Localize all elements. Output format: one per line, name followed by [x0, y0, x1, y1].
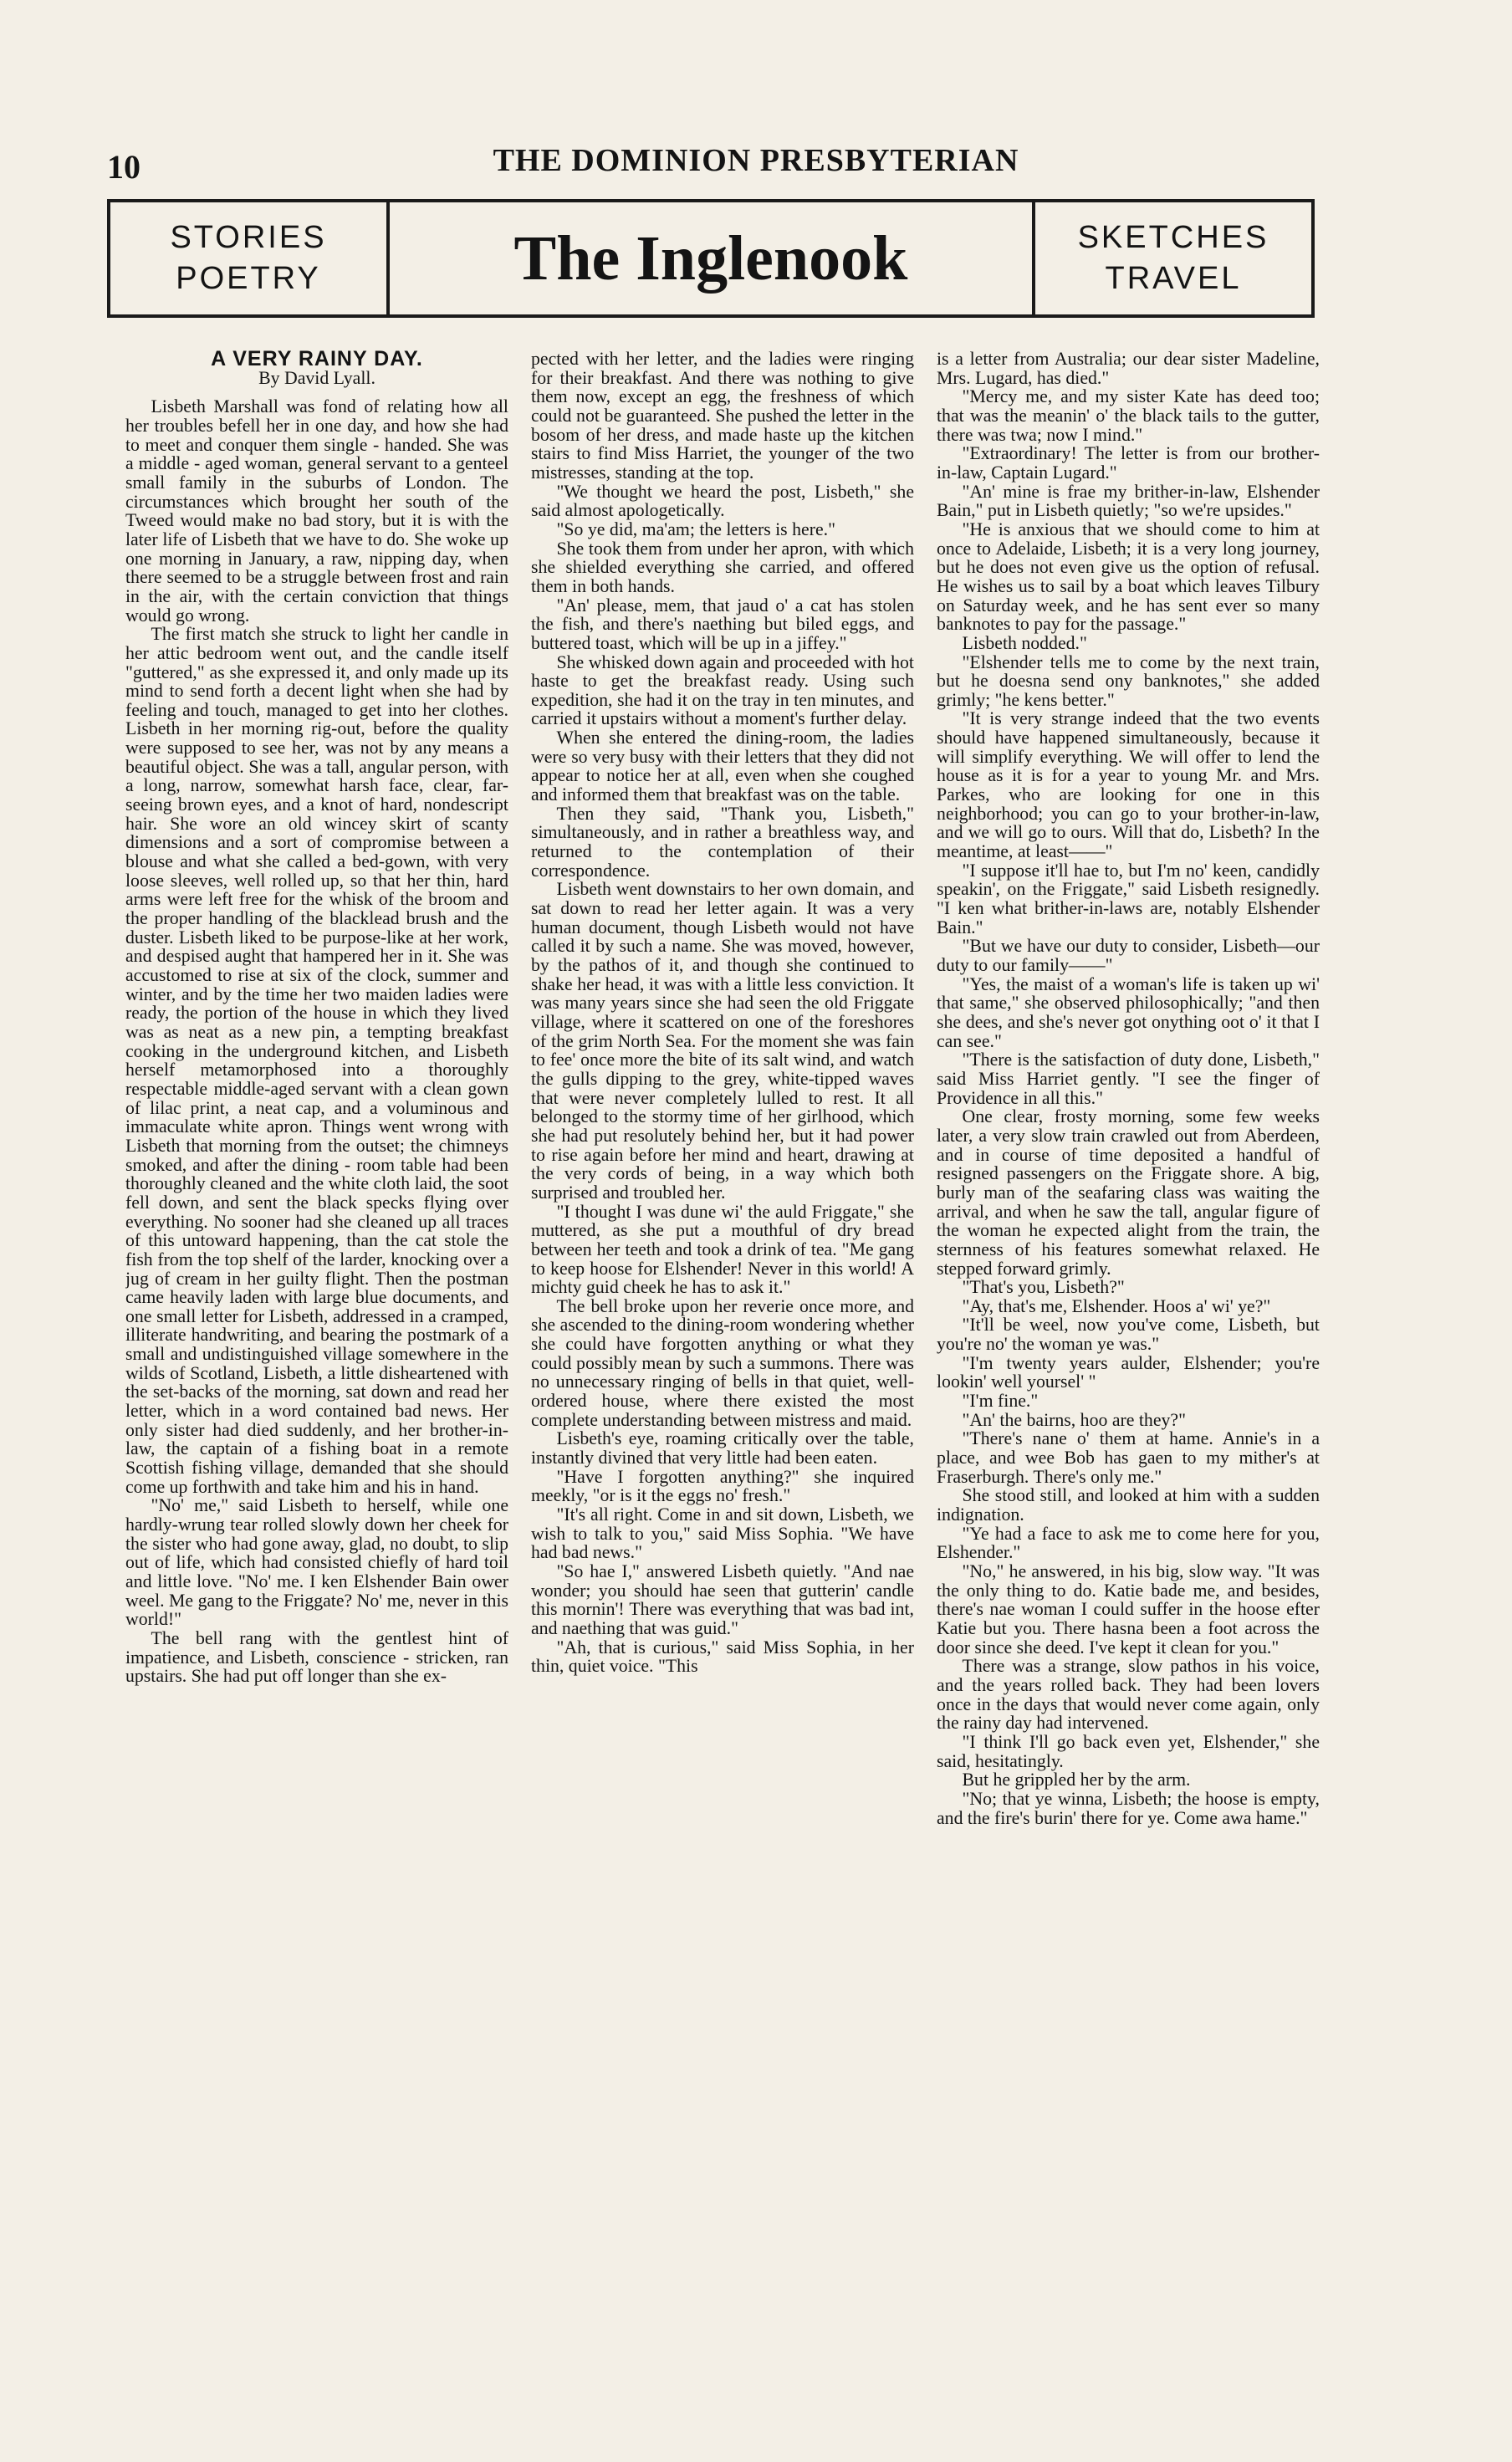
paragraph: "I'm twenty years aulder, Elshender; you're lookin' well yoursel' "	[937, 1352, 1320, 1392]
paragraph: "An' mine is frae my brither-in-law, Elshender Bain," put in Lisbeth quietly; "so we're upsides."	[937, 481, 1320, 521]
column-3	[937, 350, 1320, 2444]
paragraph: "I'm fine."	[962, 1391, 1039, 1412]
paragraph: There was a strange, slow pathos in his voice, and the years rolled back. They had been lovers once in the days that would never come again, only the rainy day had intervened.	[937, 1656, 1320, 1734]
column-2	[531, 350, 914, 2444]
paragraph: Then they said, "Thank you, Lisbeth," simultaneously, and in rather a breathless way, and returned to the contemplation of their correspondence.	[531, 803, 914, 881]
paragraph: "Have I forgotten anything?" she inquired meekly, "or is it the eggs no' fresh."	[531, 1466, 914, 1506]
paragraph: "There is the satisfaction of duty done, Lisbeth," said Miss Harriet gently. "I see the finger of Providence in all this."	[937, 1050, 1320, 1108]
paragraph: "We thought we heard the post, Lisbeth," she said almost apologetically.	[531, 481, 914, 521]
paragraph: "Extraordinary! The letter is from our brother-in-law, Captain Lugard."	[937, 443, 1320, 483]
label-stories: STORIES	[170, 219, 327, 255]
label-poetry: POETRY	[176, 261, 321, 296]
paragraph: "No' me," said Lisbeth to herself, while one hardly-wrung tear rolled slowly down her cheek for the sister who had gone away, glad, no doubt, to slip out of life, which had consisted chiefly of hard toil and little love. "No' me. I ken Elshender Bain ower weel. Me gang to the Friggate? No' me, never in this world!"	[125, 1495, 508, 1630]
paragraph: The first match she struck to light her candle in her attic bedroom went out, and the candle itself "guttered," as she expressed it, and only made up its mind to send forth a decent light when she had by feeling and touch, managed to get into her clothes. Lisbeth in her morning rig-out, before the quality were supposed to see her, was not by any means a beautiful object. She was a tall, angular person, with a long, narrow, somewhat harsh face, clear, far-seeing brown eyes, and a knot of hard, nondescript hair. She wore an old wincey skirt of scanty dimensions and a sort of compromise between a blouse and what she called a bed-gown, with very loose sleeves, well rolled up, so that her thin, hard arms were left free for the whisk of the broom and the proper handling of the blacklead brush and the duster. Lisbeth liked to be purpose-like at her work, and despised aught that hampered her in it. She was accustomed to rise at six of the clock, summer and winter, and by the time her two maiden ladies were ready, the portion of the house in which they lived was as neat as a new pin, a tempting breakfast cooking in the underground kitchen, and Lisbeth herself metamorphosed into a thoroughly respectable middle-aged servant with a clean gown of lilac print, a neat cap, and a voluminous and immaculate white apron. Things went wrong with Lisbeth that morning from the outset; the chimneys smoked, and after the dining - room table had been thoroughly cleaned and the white cloth laid, the soot fell down, and sent the black specks flying over everything. No sooner had she cleaned up all traces of this untoward happening, than the cat stole the fish from the top shelf of the larder, knocking over a jug of cream in her guilty flight. Then the postman came heavily laden with large blue documents, and one small letter for Lisbeth, addressed in a cramped, illiterate handwriting, and bearing the postmark of a small and undistinguished village somewhere in the wilds of Scotland, Lisbeth, a little disheartened with the set-backs of the morning, sat down and read her letter, which in a word contained bad news. Her only sister had died suddenly, and her brother-in-law, the captain of a fishing boat in a remote Scottish fishing village, demanded that she should come up forthwith and take him and his in hand.	[125, 624, 508, 1497]
paragraph: "There's nane o' them at hame. Annie's in a place, and wee Bob has gaen to my mither's at Fraserburgh. There's only me."	[937, 1428, 1320, 1487]
paragraph: "Elshender tells me to come by the next train, but he doesna send ony banknotes," she added grimly; "he kens better."	[937, 651, 1320, 710]
paragraph: "So hae I," answered Lisbeth quietly. "And nae wonder; you should hae seen that gutterin' candle this mornin'! There was everything that was bad int, and naething that was guid."	[531, 1561, 914, 1638]
label-sketches: SKETCHES	[1077, 219, 1269, 255]
paragraph: When she entered the dining-room, the ladies were so very busy with their letters that they did not appear to notice her at all, even when she coughed and informed them that breakfast was on the table.	[531, 728, 914, 805]
paragraph: "No; that ye winna, Lisbeth; the hoose is empty, and the fire's burin' there for ye. Come awa hame."	[937, 1788, 1320, 1828]
header-left-panel	[110, 202, 390, 314]
paragraph: "Ay, that's me, Elshender. Hoos a' wi' ye?"	[962, 1295, 1271, 1316]
paragraph: She whisked down again and proceeded with hot haste to get the breakfast ready. Using such expedition, she had it on the tray in ten minutes, and carried it upstairs without a moment's further delay.	[531, 651, 914, 729]
paragraph: "I suppose it'll hae to, but I'm no' keen, candidly speakin', on the Friggate," said Lisbeth resignedly. "I ken what brither-in-laws are, notably Elshender Bain."	[937, 860, 1320, 937]
paragraph: She stood still, and looked at him with a sudden indignation.	[937, 1485, 1320, 1525]
paragraph: "Ah, that is curious," said Miss Sophia, in her thin, quiet voice. "This	[531, 1637, 914, 1677]
paragraph: "It'll be weel, now you've come, Lisbeth, but you're no' the woman ye was."	[937, 1315, 1320, 1355]
article-byline: By David Lyall.	[258, 367, 375, 388]
paragraph: The bell rang with the gentlest hint of impatience, and Lisbeth, conscience - stricken, ran upstairs. She had put off longer than she ex-	[125, 1627, 508, 1687]
paragraph: "Yes, the maist of a woman's life is taken up wi' that same," she observed philosophically; "and then she dees, and she's never got onything oot o' it that I can see."	[937, 973, 1320, 1051]
section-title: The Inglenook	[513, 222, 908, 294]
paragraph: "He is anxious that we should come to him at once to Adelaide, Lisbeth; it is a very long journey, but he does not even give us the option of refusal. He wishes us to sail by a boat which leaves Tilbury on Saturday week, and he has sent ever so many banknotes to pay for the passage."	[937, 518, 1320, 635]
paragraph: One clear, frosty morning, some few weeks later, a very slow train crawled out from Aberdeen, and in course of time deposited a handful of resigned passengers on the Friggate shore. A big, burly man of the seafaring class was waiting the arrival, and when he saw the tall, angular figure of the woman he expected alight from the train, the sternness of his features somewhat relaxed. He stepped forward grimly.	[937, 1106, 1320, 1279]
paragraph: "Mercy me, and my sister Kate has deed too; that was the meanin' o' the black tails to the gutter, there was twa; now I mind."	[937, 386, 1320, 445]
paragraph: "No," he answered, in his big, slow way. "It was the only thing to do. Katie bade me, and besides, there's nae woman I could suffer in the hoose efter Katie but you. There hasna been a foot across the door since she deed. I've kept it clean for you."	[937, 1561, 1320, 1658]
article-title: A VERY RAINY DAY.	[211, 350, 423, 370]
paragraph: But he grippled her by the arm.	[962, 1770, 1191, 1790]
paragraph: "I think I'll go back even yet, Elshender," she said, hesitatingly.	[937, 1731, 1320, 1771]
paragraph: "Ye had a face to ask me to come here for you, Elshender."	[937, 1523, 1320, 1563]
paragraph: Lisbeth went downstairs to her own domain, and sat down to read her letter again. It was a very human document, though Lisbeth would not have called it by such a name. She was moved, however, by the pathos of it, and though she continued to shake her head, it was with a little less conviction. It was many years since she had seen the old Friggate village, where it scattered on one of the foreshores of the grim North Sea. For the moment she was fain to fee' once more the bite of its salt wind, and watch the gulls dipping to the grey, white-tipped waves that were never completely lulled to rest. It all belonged to the stormy time of her girlhood, which she had put resolutely behind her, but it had power to rise again before her mind and heart, drawing at the very cords of being, in a way which both surprised and troubled her.	[531, 879, 914, 1203]
paragraph: "But we have our duty to consider, Lisbeth—our duty to our family——"	[937, 936, 1320, 975]
paragraph: "I thought I was dune wi' the auld Friggate," she muttered, as she put a mouthful of dry bread between her teeth and took a drink of tea. "Me gang to keep hoose for Elshender! Never in this world! A michty guid cheek he has to ask it."	[531, 1201, 914, 1298]
paragraph: Lisbeth's eye, roaming critically over the table, instantly divined that very little had been eaten.	[531, 1428, 914, 1469]
column-1	[125, 350, 508, 2444]
paragraph: "It's all right. Come in and sit down, Lisbeth, we wish to talk to you," said Miss Sophia. "We have had bad news."	[531, 1504, 914, 1563]
paragraph: "An' please, mem, that jaud o' a cat has stolen the fish, and there's naething but biled eggs, and buttered toast, which will be up in a jiffey."	[531, 595, 914, 653]
paragraph: Lisbeth Marshall was fond of relating how all her troubles befell her in one day, and how she had to meet and conquer them single - handed. She was a middle - aged woman, general servant to a genteel small family in the suburbs of London. The circumstances which brought her south of the Tweed would make no bad story, but it is with the later life of Lisbeth that we have to do. She woke up one morning in January, a raw, nipping day, when there seemed to be a struggle between frost and rain in the air, with the certain conviction that things would go wrong.	[125, 396, 508, 626]
section-header-box	[107, 199, 1315, 318]
paragraph: The bell broke upon her reverie once more, and she ascended to the dining-room wondering whether she could have forgotten anything or what they could possibly mean by such a summons. There was no unnecessary ringing of bells in that quiet, well-ordered house, where there existed the most complete understanding between mistress and maid.	[531, 1295, 914, 1430]
paragraph: is a letter from Australia; our dear sister Madeline, Mrs. Lugard, has died."	[937, 350, 1320, 388]
paragraph: Lisbeth nodded."	[962, 632, 1087, 653]
paragraph: "That's you, Lisbeth?"	[962, 1277, 1125, 1298]
article-columns	[125, 350, 1328, 2444]
paragraph: "So ye did, ma'am; the letters is here."	[556, 518, 835, 539]
page-number: 10	[107, 148, 140, 186]
paragraph: "An' the bairns, hoo are they?"	[962, 1409, 1186, 1430]
header-right-panel	[1032, 202, 1311, 314]
publication-masthead: THE DOMINION PRESBYTERIAN	[493, 143, 1019, 178]
paragraph: pected with her letter, and the ladies were ringing for their breakfast. And there was nothing to give them now, except an egg, the freshness of which could not be guaranteed. She pushed the letter in the bosom of her dress, and made haste up the kitchen stairs to find Miss Harriet, the younger of the two mistresses, standing at the top.	[531, 350, 914, 483]
paragraph: She took them from under her apron, with which she shielded everything she carried, and offered them in both hands.	[531, 538, 914, 596]
paragraph: "It is very strange indeed that the two events should have happened simultaneously, because it will simplify everything. We will offer to lend the house as it is for a year to young Mr. and Mrs. Parkes, who are looking for one in this neighborhood; you can go to your brother-in-law, and we will go to ours. Will that do, Lisbeth? In the meantime, at least——"	[937, 708, 1320, 862]
label-travel: TRAVEL	[1105, 261, 1242, 296]
